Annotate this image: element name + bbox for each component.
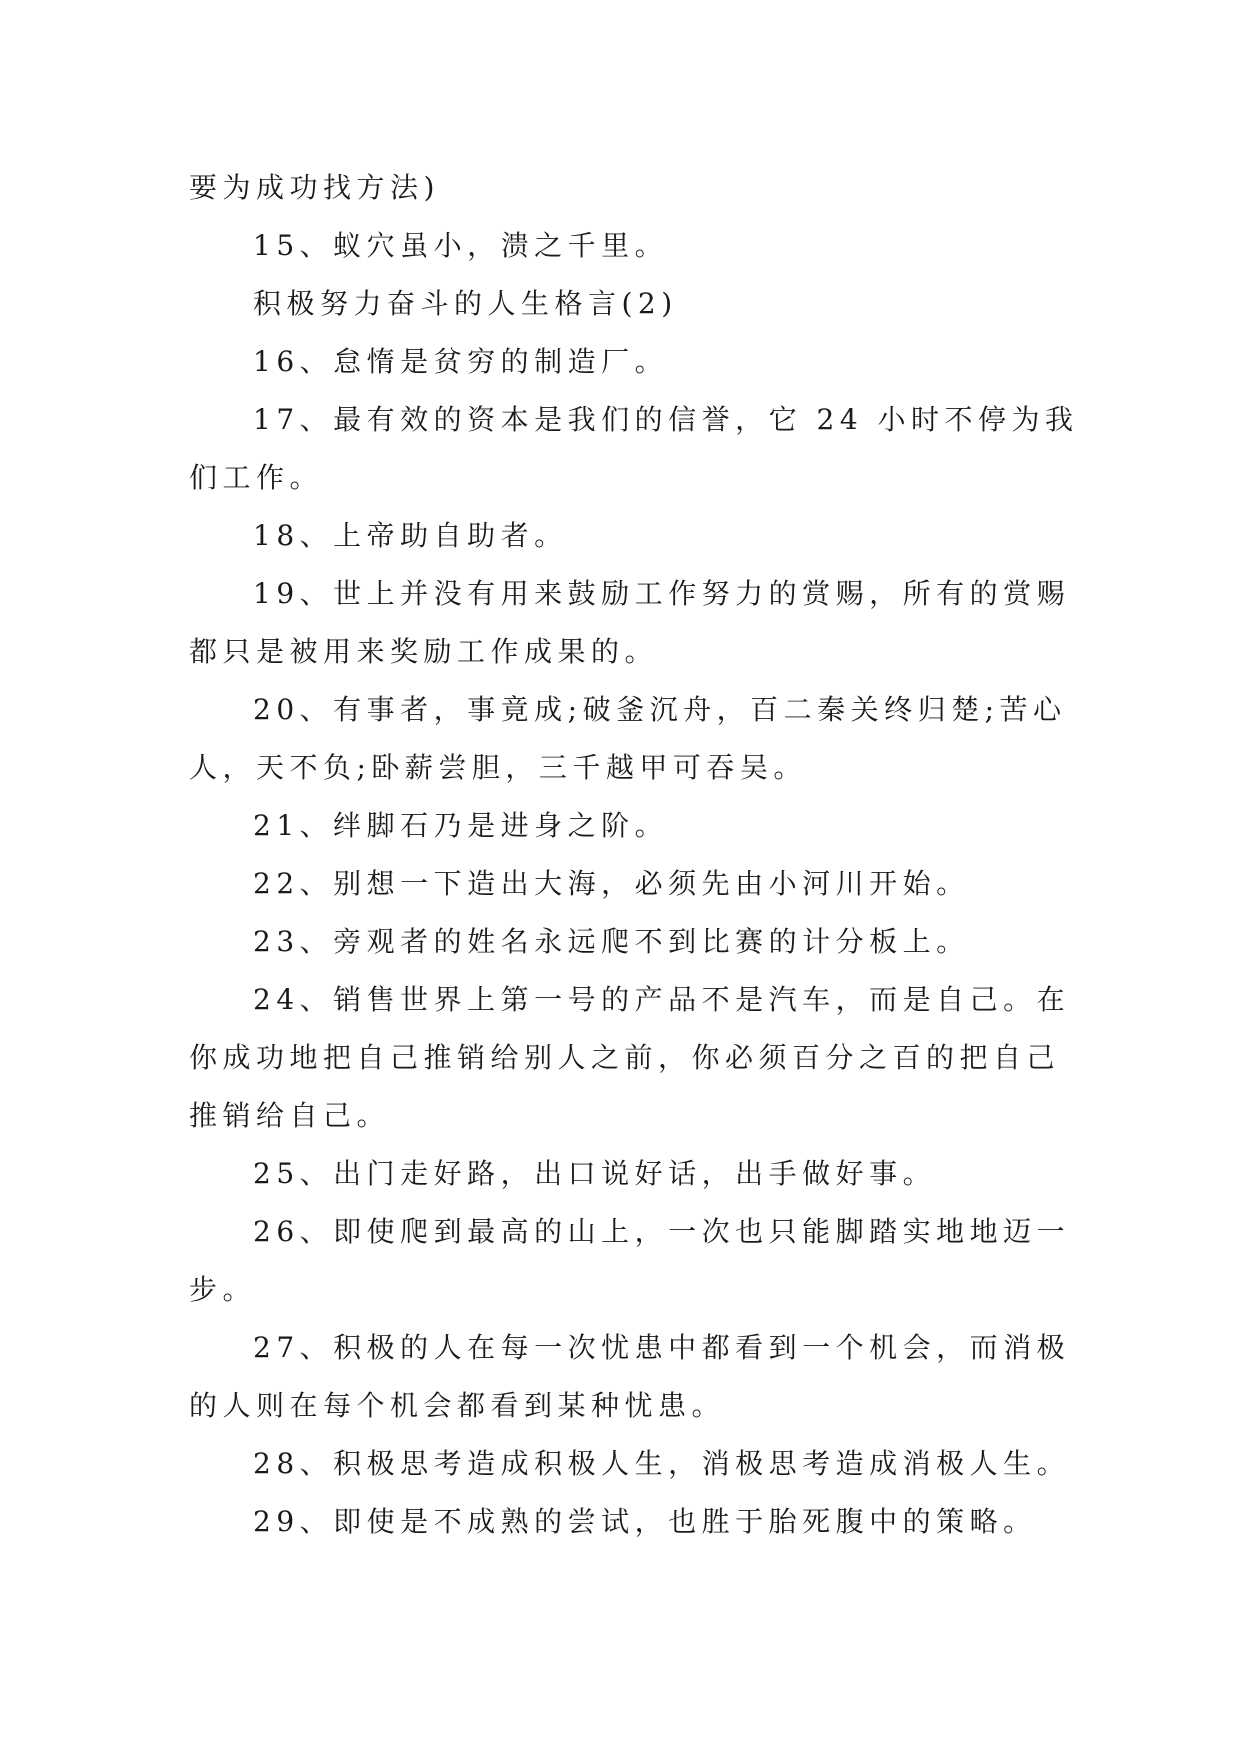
quote-26-continued: 步。: [189, 1273, 257, 1306]
quote-28: 28、积极思考造成积极人生，消极思考造成消极人生。: [253, 1447, 1071, 1480]
quote-26: 26、即使爬到最高的山上，一次也只能脚踏实地地迈一: [253, 1215, 1071, 1248]
quote-19-continued: 都只是被用来奖励工作成果的。: [189, 635, 659, 668]
quote-20-continued: 人，天不负;卧薪尝胆，三千越甲可吞吴。: [189, 751, 807, 784]
quote-20: 20、有事者，事竟成;破釜沉舟，百二秦关终归楚;苦心: [253, 693, 1067, 726]
quote-24-continued-2: 推销给自己。: [189, 1099, 391, 1132]
quote-18: 18、上帝助自助者。: [253, 519, 568, 552]
text-line-continuation: 要为成功找方法): [189, 171, 440, 204]
quote-22: 22、别想一下造出大海，必须先由小河川开始。: [253, 867, 970, 900]
quote-17: 17、最有效的资本是我们的信誉，它 24 小时不停为我: [253, 403, 1079, 436]
quote-27-continued: 的人则在每个机会都看到某种忧患。: [189, 1389, 726, 1422]
quote-21: 21、绊脚石乃是进身之阶。: [253, 809, 669, 842]
quote-24: 24、销售世界上第一号的产品不是汽车，而是自己。在: [253, 983, 1071, 1016]
quote-23: 23、旁观者的姓名永远爬不到比赛的计分板上。: [253, 925, 970, 958]
quote-24-continued: 你成功地把自己推销给别人之前，你必须百分之百的把自己: [189, 1041, 1061, 1074]
quote-27: 27、积极的人在每一次忧患中都看到一个机会，而消极: [253, 1331, 1071, 1364]
quote-29: 29、即使是不成熟的尝试，也胜于胎死腹中的策略。: [253, 1505, 1037, 1538]
quote-19: 19、世上并没有用来鼓励工作努力的赏赐，所有的赏赐: [253, 577, 1071, 610]
section-heading: 积极努力奋斗的人生格言(2): [253, 287, 678, 320]
quote-16: 16、怠惰是贫穷的制造厂。: [253, 345, 669, 378]
quote-25: 25、出门走好路，出口说好话，出手做好事。: [253, 1157, 937, 1190]
quote-17-continued: 们工作。: [189, 461, 324, 494]
quote-15: 15、蚁穴虽小，溃之千里。: [253, 229, 669, 262]
